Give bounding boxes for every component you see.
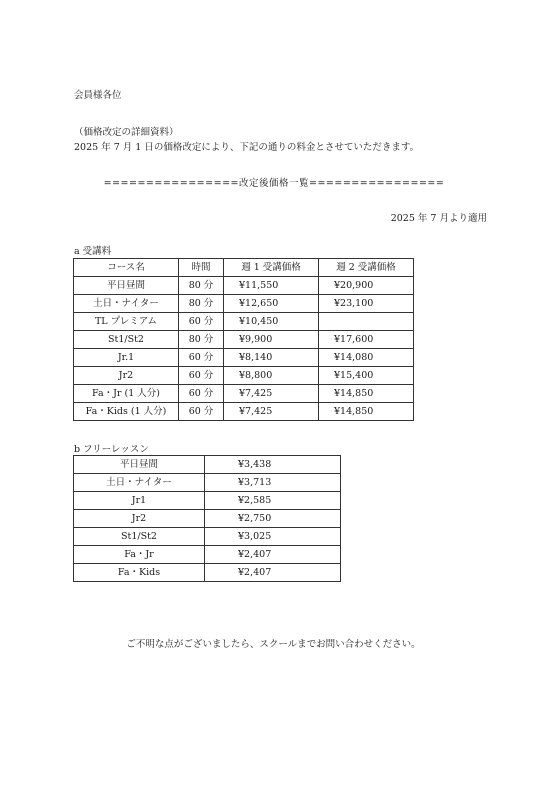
lesson-name: Fa・Jr	[74, 546, 205, 564]
weekly-twice-price	[319, 313, 414, 331]
intro-paragraph: 2025 年 7 月 1 日の価格改定により、下記の通りの料金とさせていただきます。	[74, 142, 420, 153]
course-name: St1/St2	[74, 331, 179, 349]
closing-note: ご不明な点がございましたら、スクールまでお問い合わせください。	[126, 639, 421, 650]
weekly-twice-price: ¥15,400	[319, 367, 414, 385]
course-name: Jr2	[74, 367, 179, 385]
weekly-twice-price: ¥14,850	[319, 385, 414, 403]
duration: 60 分	[179, 349, 224, 367]
duration: 60 分	[179, 385, 224, 403]
weekly-twice-price: ¥17,600	[319, 331, 414, 349]
lesson-price: ¥2,585	[205, 492, 341, 510]
weekly-once-price: ¥11,550	[224, 277, 319, 295]
header-duration: 時間	[179, 259, 224, 277]
course-name: TL プレミアム	[74, 313, 179, 331]
weekly-once-price: ¥9,900	[224, 331, 319, 349]
duration: 80 分	[179, 331, 224, 349]
weekly-once-price: ¥8,140	[224, 349, 319, 367]
section-b-label: b フリーレッスン	[74, 444, 149, 455]
document-heading: （価格改定の詳細資料）	[74, 127, 179, 138]
table-row	[74, 492, 341, 510]
weekly-twice-price: ¥23,100	[319, 295, 414, 313]
table-row	[74, 313, 414, 331]
table-row	[74, 331, 414, 349]
weekly-twice-price: ¥14,080	[319, 349, 414, 367]
course-name: Jr.1	[74, 349, 179, 367]
table-row	[74, 349, 414, 367]
weekly-once-price: ¥7,425	[224, 403, 319, 421]
weekly-twice-price: ¥14,850	[319, 403, 414, 421]
table-row	[74, 564, 341, 582]
lesson-price: ¥2,407	[205, 546, 341, 564]
weekly-once-price: ¥10,450	[224, 313, 319, 331]
table-row	[74, 367, 414, 385]
course-name: 土日・ナイター	[74, 295, 179, 313]
table-row	[74, 474, 341, 492]
duration: 60 分	[179, 367, 224, 385]
duration: 80 分	[179, 277, 224, 295]
lesson-name: 平日昼間	[74, 456, 205, 474]
lesson-price: ¥3,025	[205, 528, 341, 546]
tuition-header-row	[74, 259, 414, 277]
course-name: Fa・Kids (1 人分)	[74, 403, 179, 421]
table-row	[74, 510, 341, 528]
lesson-price: ¥2,407	[205, 564, 341, 582]
header-weekly-once-price: 週 1 受講価格	[224, 259, 319, 277]
lesson-price: ¥2,750	[205, 510, 341, 528]
greeting: 会員様各位	[74, 90, 122, 101]
table-row	[74, 295, 414, 313]
lesson-price: ¥3,438	[205, 456, 341, 474]
weekly-twice-price: ¥20,900	[319, 277, 414, 295]
price-list-divider: ================改定後価格一覧================	[103, 178, 445, 189]
table-row	[74, 528, 341, 546]
lesson-name: Fa・Kids	[74, 564, 205, 582]
course-name: 平日昼間	[74, 277, 179, 295]
table-row	[74, 546, 341, 564]
table-row	[74, 385, 414, 403]
duration: 60 分	[179, 313, 224, 331]
weekly-once-price: ¥7,425	[224, 385, 319, 403]
course-name: Fa・Jr (1 人分)	[74, 385, 179, 403]
lesson-name: Jr2	[74, 510, 205, 528]
effective-date-note: 2025 年 7 月より適用	[390, 213, 487, 224]
header-weekly-twice-price: 週 2 受講価格	[319, 259, 414, 277]
lesson-name: 土日・ナイター	[74, 474, 205, 492]
lesson-name: St1/St2	[74, 528, 205, 546]
lesson-price: ¥3,713	[205, 474, 341, 492]
table-row	[74, 456, 341, 474]
weekly-once-price: ¥12,650	[224, 295, 319, 313]
weekly-once-price: ¥8,800	[224, 367, 319, 385]
free-lesson-table	[73, 455, 341, 582]
header-course-name: コース名	[74, 259, 179, 277]
lesson-name: Jr1	[74, 492, 205, 510]
table-row	[74, 403, 414, 421]
duration: 60 分	[179, 403, 224, 421]
tuition-table	[73, 258, 414, 421]
duration: 80 分	[179, 295, 224, 313]
section-a-label: a 受講料	[74, 246, 112, 257]
table-row	[74, 277, 414, 295]
